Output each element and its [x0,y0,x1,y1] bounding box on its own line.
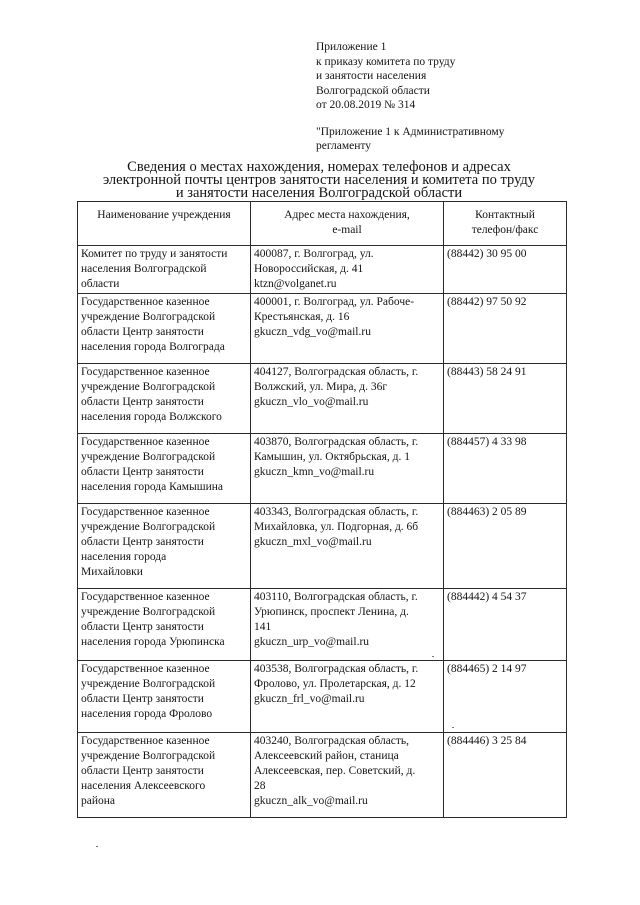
cell-address [251,733,444,818]
cell-phone [444,504,567,589]
phone-number: (88443) 58 24 91 [447,366,527,378]
cell-phone [444,434,567,504]
institution-name-line: Государственное казенное [81,735,210,747]
institution-name-line: Государственное казенное [81,296,210,308]
table-row [78,434,567,504]
address-line: 141 [254,621,272,633]
cell-phone [444,589,567,661]
cell-address [251,246,444,294]
address-line: Фролово, ул. Пролетарская, д. 12 [254,678,416,690]
address-line: 403870, Волгоградская область, г. [254,436,419,448]
email-text: gkuczn_vdg_vo@mail.ru [254,326,371,338]
email-text: gkuczn_alk_vo@mail.ru [254,795,368,807]
institution-name-line: учреждение Волгоградской [81,381,216,393]
institution-name-line: учреждение Волгоградской [81,750,216,762]
appendix-line: и занятости населения [316,70,427,82]
address-line: Волжский, ул. Мира, д. 36г [254,381,388,393]
address-line: 400087, г. Волгоград, ул. [254,248,374,260]
institution-name-line: области Центр занятости [81,396,204,408]
email-text: gkuczn_frl_vo@mail.ru [254,693,365,705]
header-text: Адрес места нахождения, [284,209,410,221]
table-row [78,246,567,294]
cell-institution-name [78,294,251,364]
table-row [78,294,567,364]
institution-name-line: области [81,278,120,290]
institution-name-line: области Центр занятости [81,765,204,777]
institution-name-line: Государственное казенное [81,366,210,378]
header-text: e-mail [332,224,362,236]
scan-speck [96,846,98,847]
institution-name-line: учреждение Волгоградской [81,521,216,533]
appendix-line: Приложение 1 [316,41,387,53]
institution-name-line: области Центр занятости [81,693,204,705]
institution-name-line: области Центр занятости [81,326,204,338]
appendix-line: к приказу комитета по труду [316,55,456,68]
institution-name-line: населения города Волгограда [81,341,225,353]
phone-number: (884457) 4 33 98 [447,436,527,448]
cell-address [251,661,444,733]
phone-number: (88442) 30 95 00 [447,248,527,260]
institution-name-line: учреждение Волгоградской [81,451,216,463]
email-text: gkuczn_kmn_vo@mail.ru [254,466,375,478]
phone-number: (884465) 2 14 97 [447,663,527,675]
address-line: Алексеевская, пер. Советский, д. [254,765,416,777]
institution-name-line: Михайловки [81,566,143,578]
cell-phone [444,246,567,294]
cell-address [251,589,444,661]
institution-name-line: населения Алексеевского [81,780,206,792]
institution-name-line: населения города Фролово [81,708,213,720]
address-line: Крестьянская, д. 16 [254,311,350,323]
table-row [78,733,567,818]
cell-address [251,294,444,364]
table-row [78,661,567,733]
cell-address [251,504,444,589]
institution-name-line: Государственное казенное [81,591,210,603]
institution-name-line: Комитет по труду и занятости [81,248,228,260]
address-line: 28 [254,780,266,792]
scan-speck [432,656,434,657]
institution-name-line: населения города Волжского [81,411,222,423]
table-row [78,589,567,661]
address-line: 403240, Волгоградская область, [254,735,410,747]
email-text: ktzn@volganet.ru [254,278,337,290]
address-line: Новороссийская, д. 41 [254,263,364,275]
institution-name-line: области Центр занятости [81,466,204,478]
table-row [78,364,567,434]
cell-phone [444,364,567,434]
cell-address [251,434,444,504]
document-title [40,161,598,200]
cell-phone [444,294,567,364]
appendix-line: Волгоградской области [316,84,430,97]
title-line: и занятости населения Волгоградской области [175,185,463,201]
phone-number: (88442) 97 50 92 [447,296,527,308]
institution-name-line: района [81,795,116,807]
institution-name-line: населения Волгоградской [81,263,207,275]
phone-number: (884446) 3 25 84 [447,735,527,747]
address-line: 403343, Волгоградская область, г. [254,506,419,518]
cell-institution-name [78,733,251,818]
phone-number: (884442) 4 54 37 [447,591,527,603]
address-line: 403538, Волгоградская область, г. [254,663,419,675]
address-line: 400001, г. Волгоград, ул. Рабоче- [254,296,415,308]
header-phone [444,202,567,246]
institution-name-line: учреждение Волгоградской [81,606,216,618]
header-address [251,202,444,246]
header-text: Наименование учреждения [97,209,231,221]
header-name [78,202,251,246]
title-line: электронной почты центров занятости населения и комитета по труду [102,172,536,188]
phone-number: (884463) 2 05 89 [447,506,527,518]
email-text: gkuczn_mxl_vo@mail.ru [254,536,372,548]
institution-name-line: области Центр занятости [81,536,204,548]
institution-name-line: учреждение Волгоградской [81,311,216,323]
address-line: Михайловка, ул. Подгорная, д. 6б [254,521,419,533]
cell-institution-name [78,661,251,733]
cell-institution-name [78,434,251,504]
address-line: 403110, Волгоградская область, г. [254,591,418,603]
email-text: gkuczn_urp_vo@mail.ru [254,636,370,648]
table-header-row [78,202,567,246]
cell-phone [444,733,567,818]
institution-name-line: населения города [81,551,167,563]
title-line: Сведения о местах нахождения, номерах телефонов и адресах [127,159,511,175]
spacer [316,113,616,125]
institution-name-line: учреждение Волгоградской [81,678,216,690]
header-text: телефон/факс [471,224,539,236]
cell-institution-name [78,246,251,294]
header-text: Контактный [475,209,535,221]
cell-phone [444,661,567,733]
institution-name-line: населения города Камышина [81,481,223,493]
appendix-note [316,40,616,154]
institution-name-line: населения города Урюпинска [81,636,225,648]
address-line: Урюпинск, проспект Ленина, д. [254,606,409,618]
appendix-quote-line: "Приложение 1 к Административному [316,125,505,138]
cell-institution-name [78,504,251,589]
address-line: 404127, Волгоградская область, г. [254,366,419,378]
cell-institution-name [78,364,251,434]
institution-name-line: Государственное казенное [81,663,210,675]
appendix-quote-line: регламенту [316,140,371,152]
employment-centers-table [77,201,567,818]
address-line: Камышин, ул. Октябрьская, д. 1 [254,451,411,463]
cell-address [251,364,444,434]
institution-name-line: области Центр занятости [81,621,204,633]
table-row [78,504,567,589]
institution-name-line: Государственное казенное [81,506,210,518]
institution-name-line: Государственное казенное [81,436,210,448]
cell-institution-name [78,589,251,661]
email-text: gkuczn_vlo_vo@mail.ru [254,396,369,408]
scan-speck [452,727,454,728]
address-line: Алексеевский район, станица [254,750,399,762]
appendix-line: от 20.08.2019 № 314 [316,99,416,111]
